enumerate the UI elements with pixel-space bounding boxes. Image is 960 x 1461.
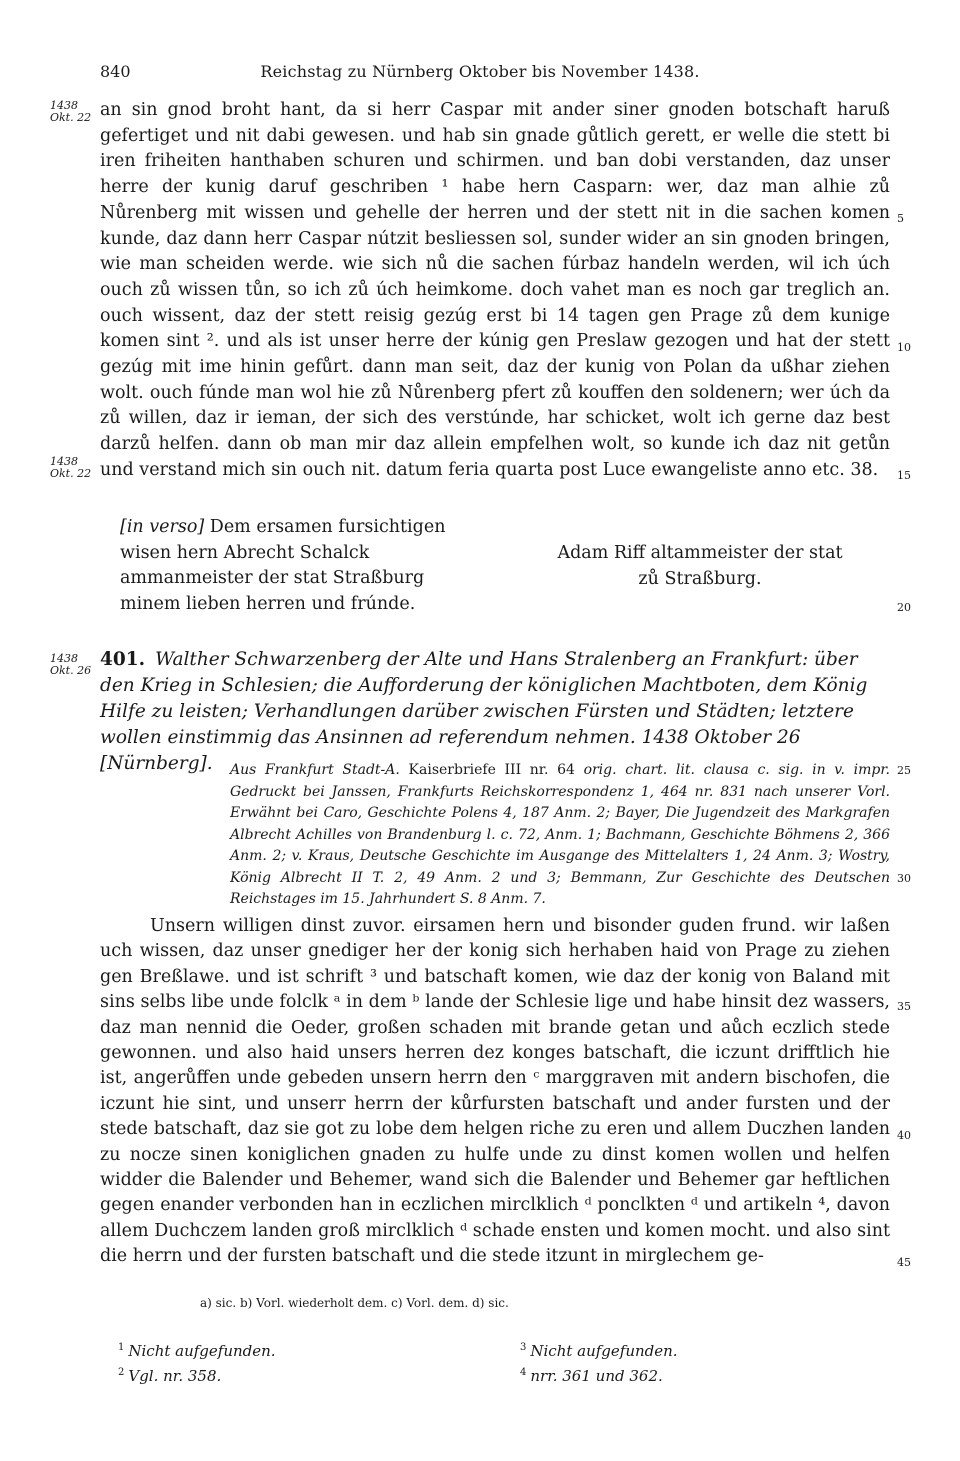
- document-summary: Walther Schwarzenberg der Alte und Hans Stralenberg an Frankfurt: über den Krieg in Schlesien; die Aufforderung der königlichen Machtboten, dem König Hilfe zu leisten; Verhandlungen darüber zwischen Fürsten und Städten; letztere wollen einstimmig das Ansinnen ad referendum nehmen. 1438 Oktober 26 [Nürnberg].: [100, 649, 868, 774]
- document-heading: [100, 647, 890, 777]
- in-verso-note: [in verso]: [120, 517, 205, 537]
- signature-block: Adam Riff altammeister der stat zů Straßburg.: [557, 543, 843, 589]
- line-number: 25: [897, 764, 911, 777]
- line-number: 40: [897, 1129, 911, 1142]
- footnote: $^2$ Vgl. nr. 358.: [118, 1367, 222, 1385]
- line-number: 30: [897, 872, 911, 885]
- source-note: Aus Frankfurt Stadt-A. Kaiserbriefe III nr. 64 orig. chart. lit. clausa c. sig. in v. impr. Gedruckt bei Janssen, Frankfurts Reichskorrespondenz 1, 464 nr. 831 nach unserer Vorl. Erwähnt bei Caro, Geschichte Polens 4, 187 Anm. 2; Bayer, Die Jugendzeit des Markgrafen Albrecht Achilles von Brandenburg l. c. 72, Anm. 1; Bachmann, Geschichte Böhmens 2, 366 Anm. 2; v. Kraus, Deutsche Geschichte im Ausgange des Mittelalters 1, 24 Anm. 3; Wostry, König Albrecht II T. 2, 49 Anm. 2 und 3; Bemmann, Zur Geschichte des Deutschen Reichstages im 15. Jahrhundert S. 8 Anm. 7.: [230, 762, 890, 907]
- margin-date: 1438 Okt. 22: [50, 455, 92, 480]
- line-number: 15: [897, 469, 911, 482]
- address-text: Dem ersamen fursichtigen wisen hern Abrecht Schalck ammanmeister der stat Straßburg minem lieben herren und frúnde.: [120, 517, 446, 614]
- margin-date: 1438 Okt. 22: [50, 99, 92, 124]
- footnote: $^3$ Nicht aufgefunden.: [520, 1342, 678, 1360]
- footnote: $^4$ nrr. 361 und 362.: [520, 1367, 663, 1385]
- page-header: [0, 62, 960, 86]
- line-number: 5: [897, 212, 904, 225]
- line-number: 45: [897, 1256, 911, 1269]
- letter-body: Unsern willigen dinst zuvor. eirsamen hern und bisonder guden frund. wir laßen uch wissen, daz unser gnediger her der konig sich herhaben haid von Prage zu ziehen gen Breßlawe. und ist schrift ³ und batschaft komen, wie daz der konig von Baland mit sins selbs libe unde folclk ᵃ in dem ᵇ lande der Schlesie lige und habe hinsit dez wassers, daz man nennid die Oeder, großen schaden mit brande getan und aůch eczlich stede gewonnen. und also haid unsers herren dez konges batschaft, die iczunt drifftlich hie ist, angerůffen unde gebeden unsern herrn den ᶜ marggraven mit andern bischofen, die iczunt hie sint, und unserr herrn der kůrfursten batschaft und ander fursten und der stede batschaft, daz sie got zu lobe dem helgen riche zu eren und allem Duczhen landen zu nocze sinen koniglichen gnaden zu hulfe unde zu dinst komen wollen und helfen widder die Balender und Behemer, wand sich die Balender und Behemer gar heftlichen gegen enander verbonden han in eczlichen mirclklich ᵈ ponclkten ᵈ und artikeln ⁴, davon allem Duchczem landen groß mirclklich ᵈ schade ensten und komen mocht. und also sint die herrn und der fursten batschaft und die stede itzunt in mirglechem ge-: [100, 916, 890, 1267]
- line-number: 10: [897, 341, 911, 354]
- document-number: 401.: [100, 649, 146, 670]
- line-number: 35: [897, 1000, 911, 1013]
- footnotes-left: [118, 1337, 276, 1387]
- running-title: Reichstag zu Nürnberg Oktober bis November 1438.: [260, 62, 700, 81]
- footnotes-right: [520, 1337, 678, 1387]
- line-number: 20: [897, 601, 911, 614]
- address-block: [120, 515, 485, 617]
- textual-notes: a) sic. b) Vorl. wiederholt dem. c) Vorl. dem. d) sic.: [200, 1296, 509, 1310]
- page-number: 840: [100, 62, 131, 81]
- margin-date: 1438 Okt. 26: [50, 652, 92, 677]
- footnote: $^1$ Nicht aufgefunden.: [118, 1342, 276, 1360]
- continuation-text: an sin gnod broht hant, da si herr Caspar mit ander siner gnoden botschaft haruß gefertiget und nit dabi gewesen. und hab sin gnade gůtlich gerett, er welle die stett bi iren friheiten hanthaben schuren und schirmen. und ban dobi verstanden, daz unser herre der kunig daruf geschriben ¹ habe hern Casparn: wer, daz man alhie zů Nůrenberg mit wissen und gehelle der herren und der stett nit in die sachen komen kunde, daz dann herr Caspar nútzit besliessen sol, sunder wider an sin gnoden bringen, wie man scheiden werde. wie sich nů die sachen fúrbaz handeln werden, wil ich úch ouch zů wissen tůn, so ich zů úch heimkome. doch vahet man es noch gar treglich an. ouch wissent, daz der stett reisig gezúg erst bi 14 tagen gen Prage zů dem kunige komen sint ². und als ist unser herre der kúnig gen Preslaw gezogen und hat der stett gezúg mit ime hinin gefůrt. dann man seit, daz der kunig von Polan da ußhar ziehen wolt. ouch fúnde man wol hie zů Nůrenberg pfert zů kouffen den soldenern; wer úch da zů willen, daz ir ieman, der sich des verstúnde, har schicket, wolt ich gerne daz best darzů helfen. dann ob man mir daz allein empfelhen wolt, so kunde ich daz nit getůn und verstand mich sin ouch nit. datum feria quarta post Luce ewangeliste anno etc. 38.: [100, 100, 890, 480]
